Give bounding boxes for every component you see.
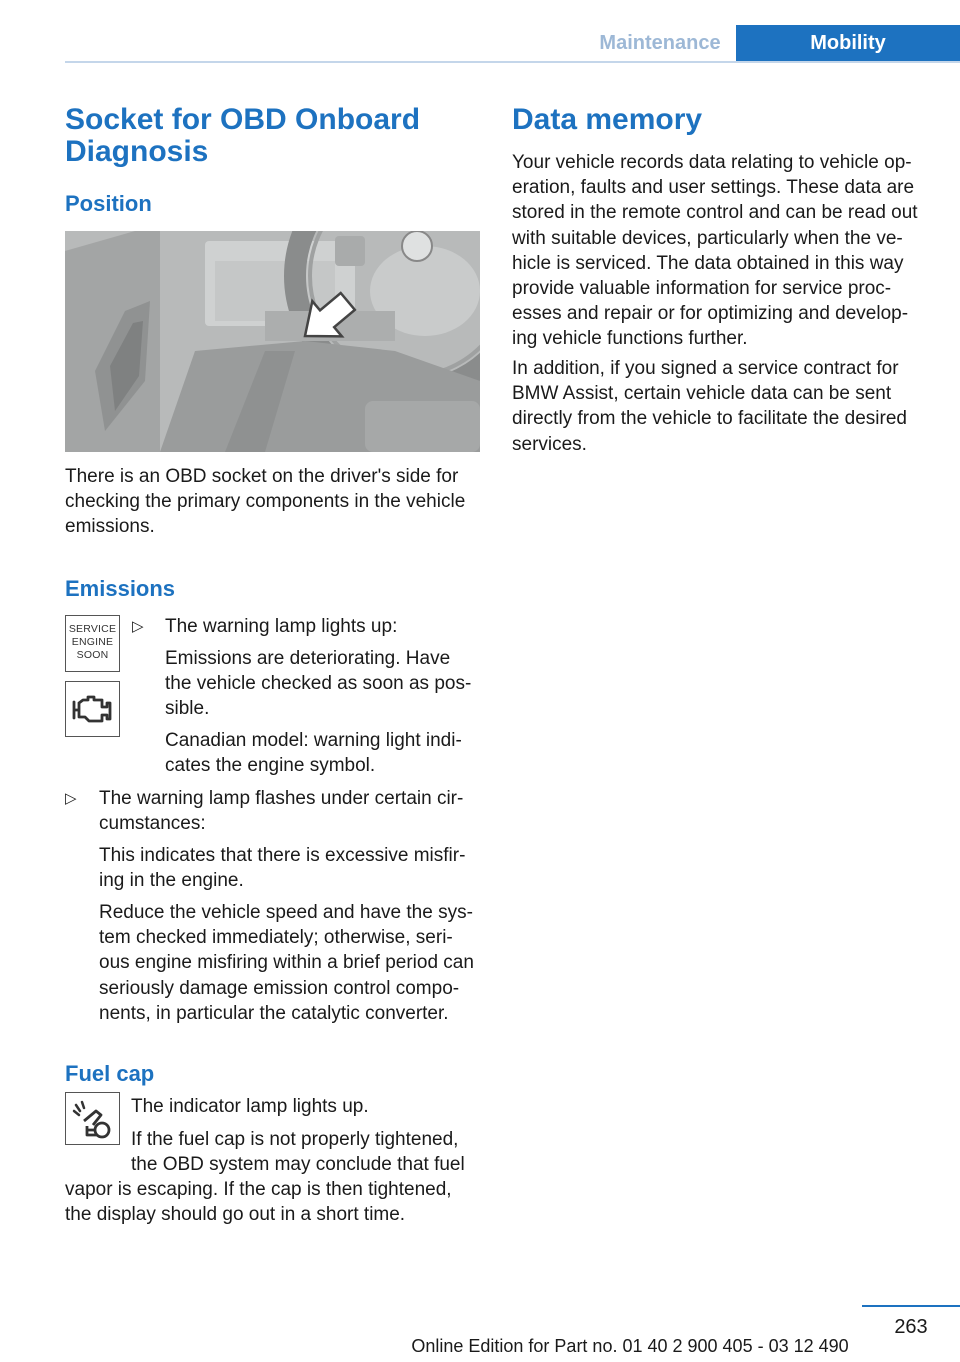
edition-footer: Online Edition for Part no. 01 40 2 900 405 - 03 12 490 [411, 1336, 849, 1356]
bullet2-lead: The warning lamp flashes under certain cir- cumstances: [99, 788, 464, 835]
section-title-obd: Socket for OBD Onboard Diagnosis [65, 103, 421, 168]
service-engine-soon-icon: SERVICE ENGINE SOON [65, 615, 120, 672]
fuelcap-para2-b: vapor is escaping. If the cap is then tightened, the display should go out in a short time. [65, 1179, 452, 1226]
bullet2-para1: This indicates that there is excessive misfir- ing in the engine. [99, 845, 466, 892]
footer-divider [862, 1305, 960, 1307]
dashboard-illustration [65, 231, 480, 452]
heading-position: Position [65, 191, 152, 216]
heading-fuel-cap: Fuel cap [65, 1061, 155, 1086]
bullet1-para2: Canadian model: warning light indi- cates the engine symbol. [165, 730, 462, 777]
bullet-triangle-icon: ▷ [65, 790, 77, 807]
position-text: There is an OBD socket on the driver's side for checking the primary components in the vehicle emissions. [65, 466, 466, 538]
bullet1-para1: Emissions are deteriorating. Have the vehicle checked as soon as pos- sible. [165, 648, 472, 720]
fuel-cap-icon [65, 1092, 120, 1145]
bullet2-para2: Reduce the vehicle speed and have the sys- tem checked immediately; otherwise, seri- ous engine misfiring within a brief period can seriously damage emission control compo- nents, in particular the catalytic converter. [99, 902, 474, 1024]
bullet-triangle-icon: ▷ [132, 618, 144, 635]
header-divider [65, 61, 960, 63]
tab-maintenance[interactable]: Maintenance [585, 25, 735, 61]
fuelcap-para1: The indicator lamp lights up. [131, 1096, 369, 1117]
tab-mobility[interactable]: Mobility [736, 25, 960, 61]
check-engine-icon [65, 681, 120, 737]
section-title-data-memory: Data memory [512, 103, 703, 136]
data-memory-para2: In addition, if you signed a service contract for BMW Assist, certain vehicle data can be sent directly from the vehicle to facilitate the desired services. [512, 358, 907, 455]
page-number: 263 [894, 1316, 928, 1338]
heading-emissions: Emissions [65, 576, 176, 601]
obd-location-photo [65, 231, 480, 452]
fuelcap-para2-a: If the fuel cap is not properly tightened, the OBD system may conclude that fuel [131, 1129, 465, 1176]
data-memory-para1: Your vehicle records data relating to vehicle op- eration, faults and user settings. These data are stored in the remote control and can be read out with suitable devices, particularly when the ve- hicle is serviced. The data obtained in this way provide valuable information for service proc- esses and repair or for optimizing and develop- ing vehicle functions further. [512, 152, 918, 350]
bullet1-lead: The warning lamp lights up: [165, 616, 398, 637]
